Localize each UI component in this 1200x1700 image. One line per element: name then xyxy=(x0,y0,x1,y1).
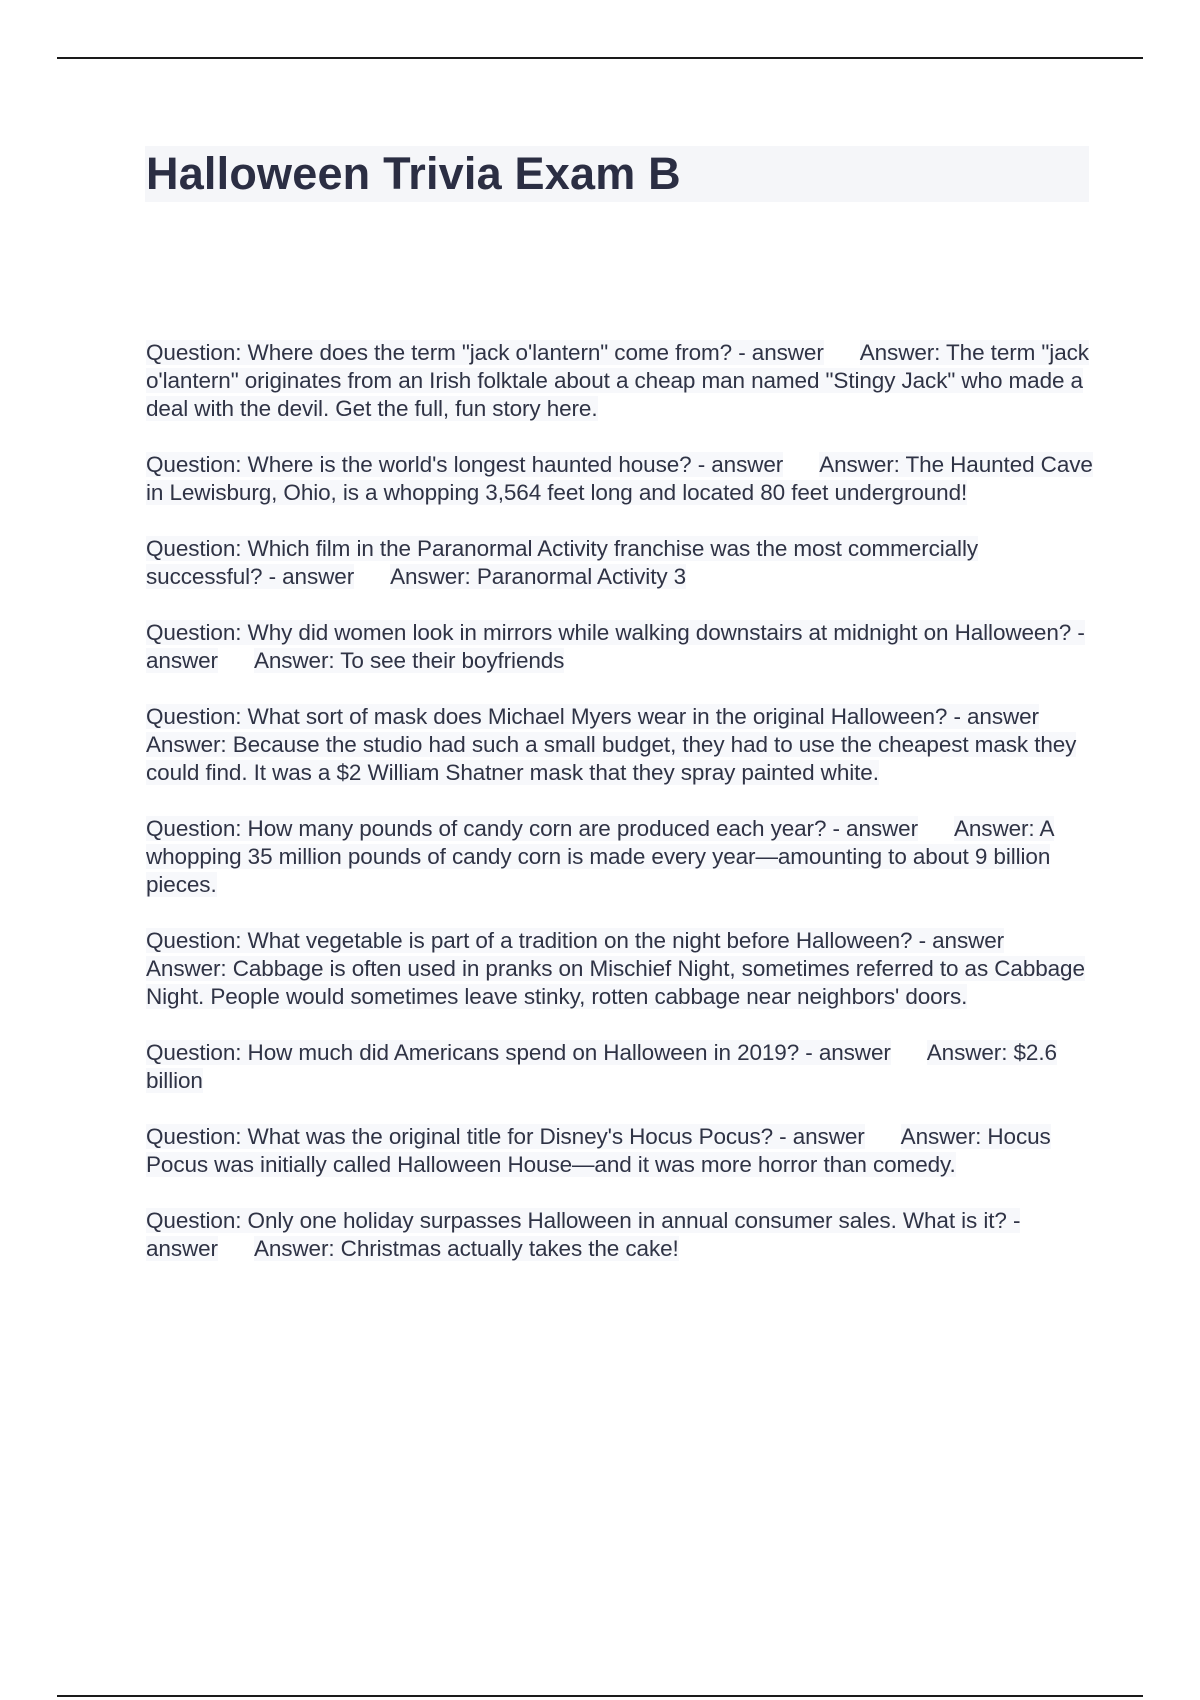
question-text: Question: What sort of mask does Michael Myers wear in the original Halloween? - answer xyxy=(146,704,1039,729)
qa-list xyxy=(146,339,1096,1291)
question-text: Question: Where is the world's longest haunted house? - answer xyxy=(146,452,784,477)
qa-item-2 xyxy=(146,451,1096,507)
page-title: Halloween Trivia Exam B xyxy=(146,148,681,199)
answer-text: Answer: Christmas actually takes the cake! xyxy=(253,1236,679,1261)
qa-item-6 xyxy=(146,815,1096,899)
question-text: Question: Why did women look in mirrors while walking downstairs at midnight on Halloween? - answer xyxy=(146,620,1085,673)
question-text: Question: What was the original title for Disney's Hocus Pocus? - answer xyxy=(146,1124,865,1149)
answer-text: Answer: The term "jack o'lantern" originates from an Irish folktale about a cheap man named "Stingy Jack" who made a deal with the devil. Get the full, fun story here. xyxy=(146,340,1089,421)
question-text: Question: How many pounds of candy corn are produced each year? - answer xyxy=(146,816,918,841)
answer-text: Answer: Because the studio had such a small budget, they had to use the cheapest mask they could find. It was a $2 William Shatner mask that they spray painted white. xyxy=(146,732,1077,785)
answer-text: Answer: To see their boyfriends xyxy=(253,648,565,673)
question-text: Question: Only one holiday surpasses Halloween in annual consumer sales. What is it? - answer xyxy=(146,1208,1021,1261)
answer-text: Answer: Cabbage is often used in pranks on Mischief Night, sometimes referred to as Cabbage Night. People would sometimes leave stinky, rotten cabbage near neighbors' doors. xyxy=(146,956,1085,1009)
answer-text: Answer: $2.6 billion xyxy=(146,1040,1057,1093)
qa-item-3 xyxy=(146,535,1096,591)
qa-item-1 xyxy=(146,339,1096,423)
answer-text: Answer: The Haunted Cave in Lewisburg, Ohio, is a whopping 3,564 feet long and located 80 feet underground! xyxy=(146,452,1093,505)
bottom-divider xyxy=(57,1695,1143,1697)
top-divider xyxy=(57,57,1143,59)
answer-text: Answer: Paranormal Activity 3 xyxy=(390,564,687,589)
question-text: Question: Where does the term "jack o'lantern" come from? - answer xyxy=(146,340,824,365)
qa-item-8 xyxy=(146,1039,1096,1095)
answer-text: Answer: A whopping 35 million pounds of candy corn is made every year—amounting to about 9 billion pieces. xyxy=(146,816,1055,897)
question-text: Question: How much did Americans spend on Halloween in 2019? - answer xyxy=(146,1040,891,1065)
question-text: Question: Which film in the Paranormal Activity franchise was the most commercially successful? - answer xyxy=(146,536,978,589)
answer-text: Answer: Hocus Pocus was initially called Halloween House—and it was more horror than comedy. xyxy=(146,1124,1051,1177)
qa-item-4 xyxy=(146,619,1096,675)
qa-item-10 xyxy=(146,1207,1096,1263)
qa-item-7 xyxy=(146,927,1096,1011)
qa-item-5 xyxy=(146,703,1096,787)
question-text: Question: What vegetable is part of a tradition on the night before Halloween? - answer xyxy=(146,928,1005,953)
qa-item-9 xyxy=(146,1123,1096,1179)
